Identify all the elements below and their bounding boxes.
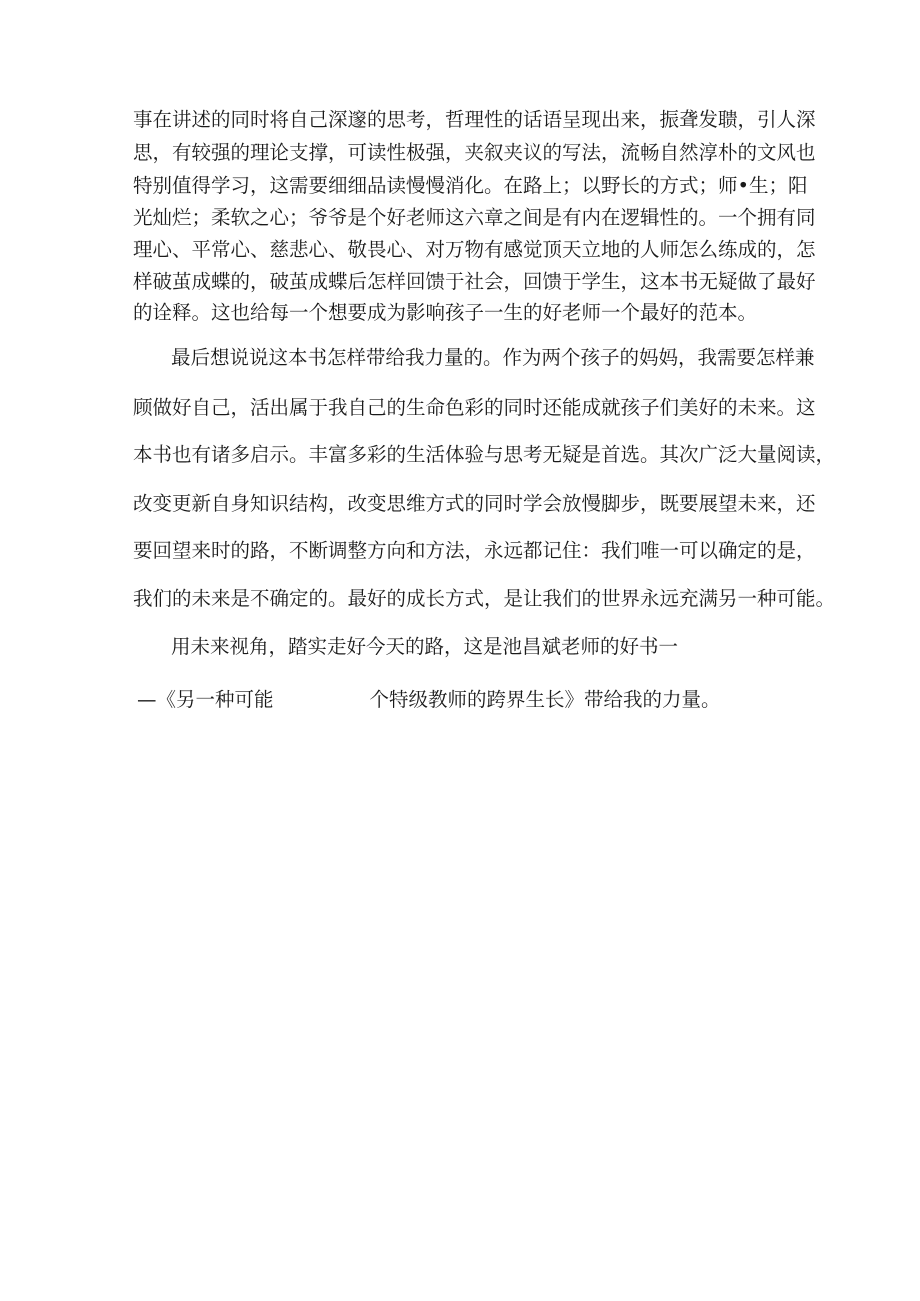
paragraph-1-line-5: 理心、平常心、慈悲心、敬畏心、对万物有感觉顶天立地的人师怎么练成的，怎 (133, 238, 816, 261)
paragraph-2-line-5: 要回望来时的路，不断调整方向和方法，永远都记住：我们唯一可以确定的是， (133, 539, 816, 562)
paragraph-2-line-1: 最后想说说这本书怎样带给我力量的。作为两个孩子的妈妈，我需要怎样兼 (171, 346, 815, 369)
paragraph-1-line-2: 思，有较强的理论支撑，可读性极强，夹叙夹议的写法，流畅自然淳朴的文风也 (133, 141, 816, 164)
book-title-part-1: —《另一种可能 (137, 688, 274, 711)
paragraph-3-line-1: 用未来视角，踏实走好今天的路，这是池昌斌老师的好书一 (171, 635, 679, 658)
paragraph-2-line-6: 我们的未来是不确定的。最好的成长方式，是让我们的世界永远充满另一种可能。 (133, 587, 836, 610)
paragraph-1-line-6: 样破茧成蝶的，破茧成蝶后怎样回馈于社会，回馈于学生，这本书无疑做了最好 (133, 270, 816, 293)
book-title-part-2: 个特级教师的跨界生长》带给我的力量。 (369, 688, 721, 711)
paragraph-2-line-2: 顾做好自己，活出属于我自己的生命色彩的同时还能成就孩子们美好的未来。这 (133, 396, 816, 419)
paragraph-1-line-7: 的诠释。这也给每一个想要成为影响孩子一生的好老师一个最好的范本。 (133, 301, 758, 324)
paragraph-2-line-4: 改变更新自身知识结构，改变思维方式的同时学会放慢脚步，既要展望未来，还 (133, 492, 816, 515)
paragraph-3-line-2 (137, 690, 721, 710)
paragraph-2-line-3: 本书也有诸多启示。丰富多彩的生活体验与思考无疑是首选。其次广泛大量阅读， (133, 443, 836, 466)
paragraph-1-line-3: 特别值得学习，这需要细细品读慢慢消化。在路上；以野长的方式；师•生；阳 (133, 174, 808, 197)
paragraph-1-line-4: 光灿烂；柔软之心；爷爷是个好老师这六章之间是有内在逻辑性的。一个拥有同 (133, 206, 816, 229)
paragraph-1-line-1: 事在讲述的同时将自己深邃的思考，哲理性的话语呈现出来，振聋发聩，引人深 (133, 108, 816, 131)
